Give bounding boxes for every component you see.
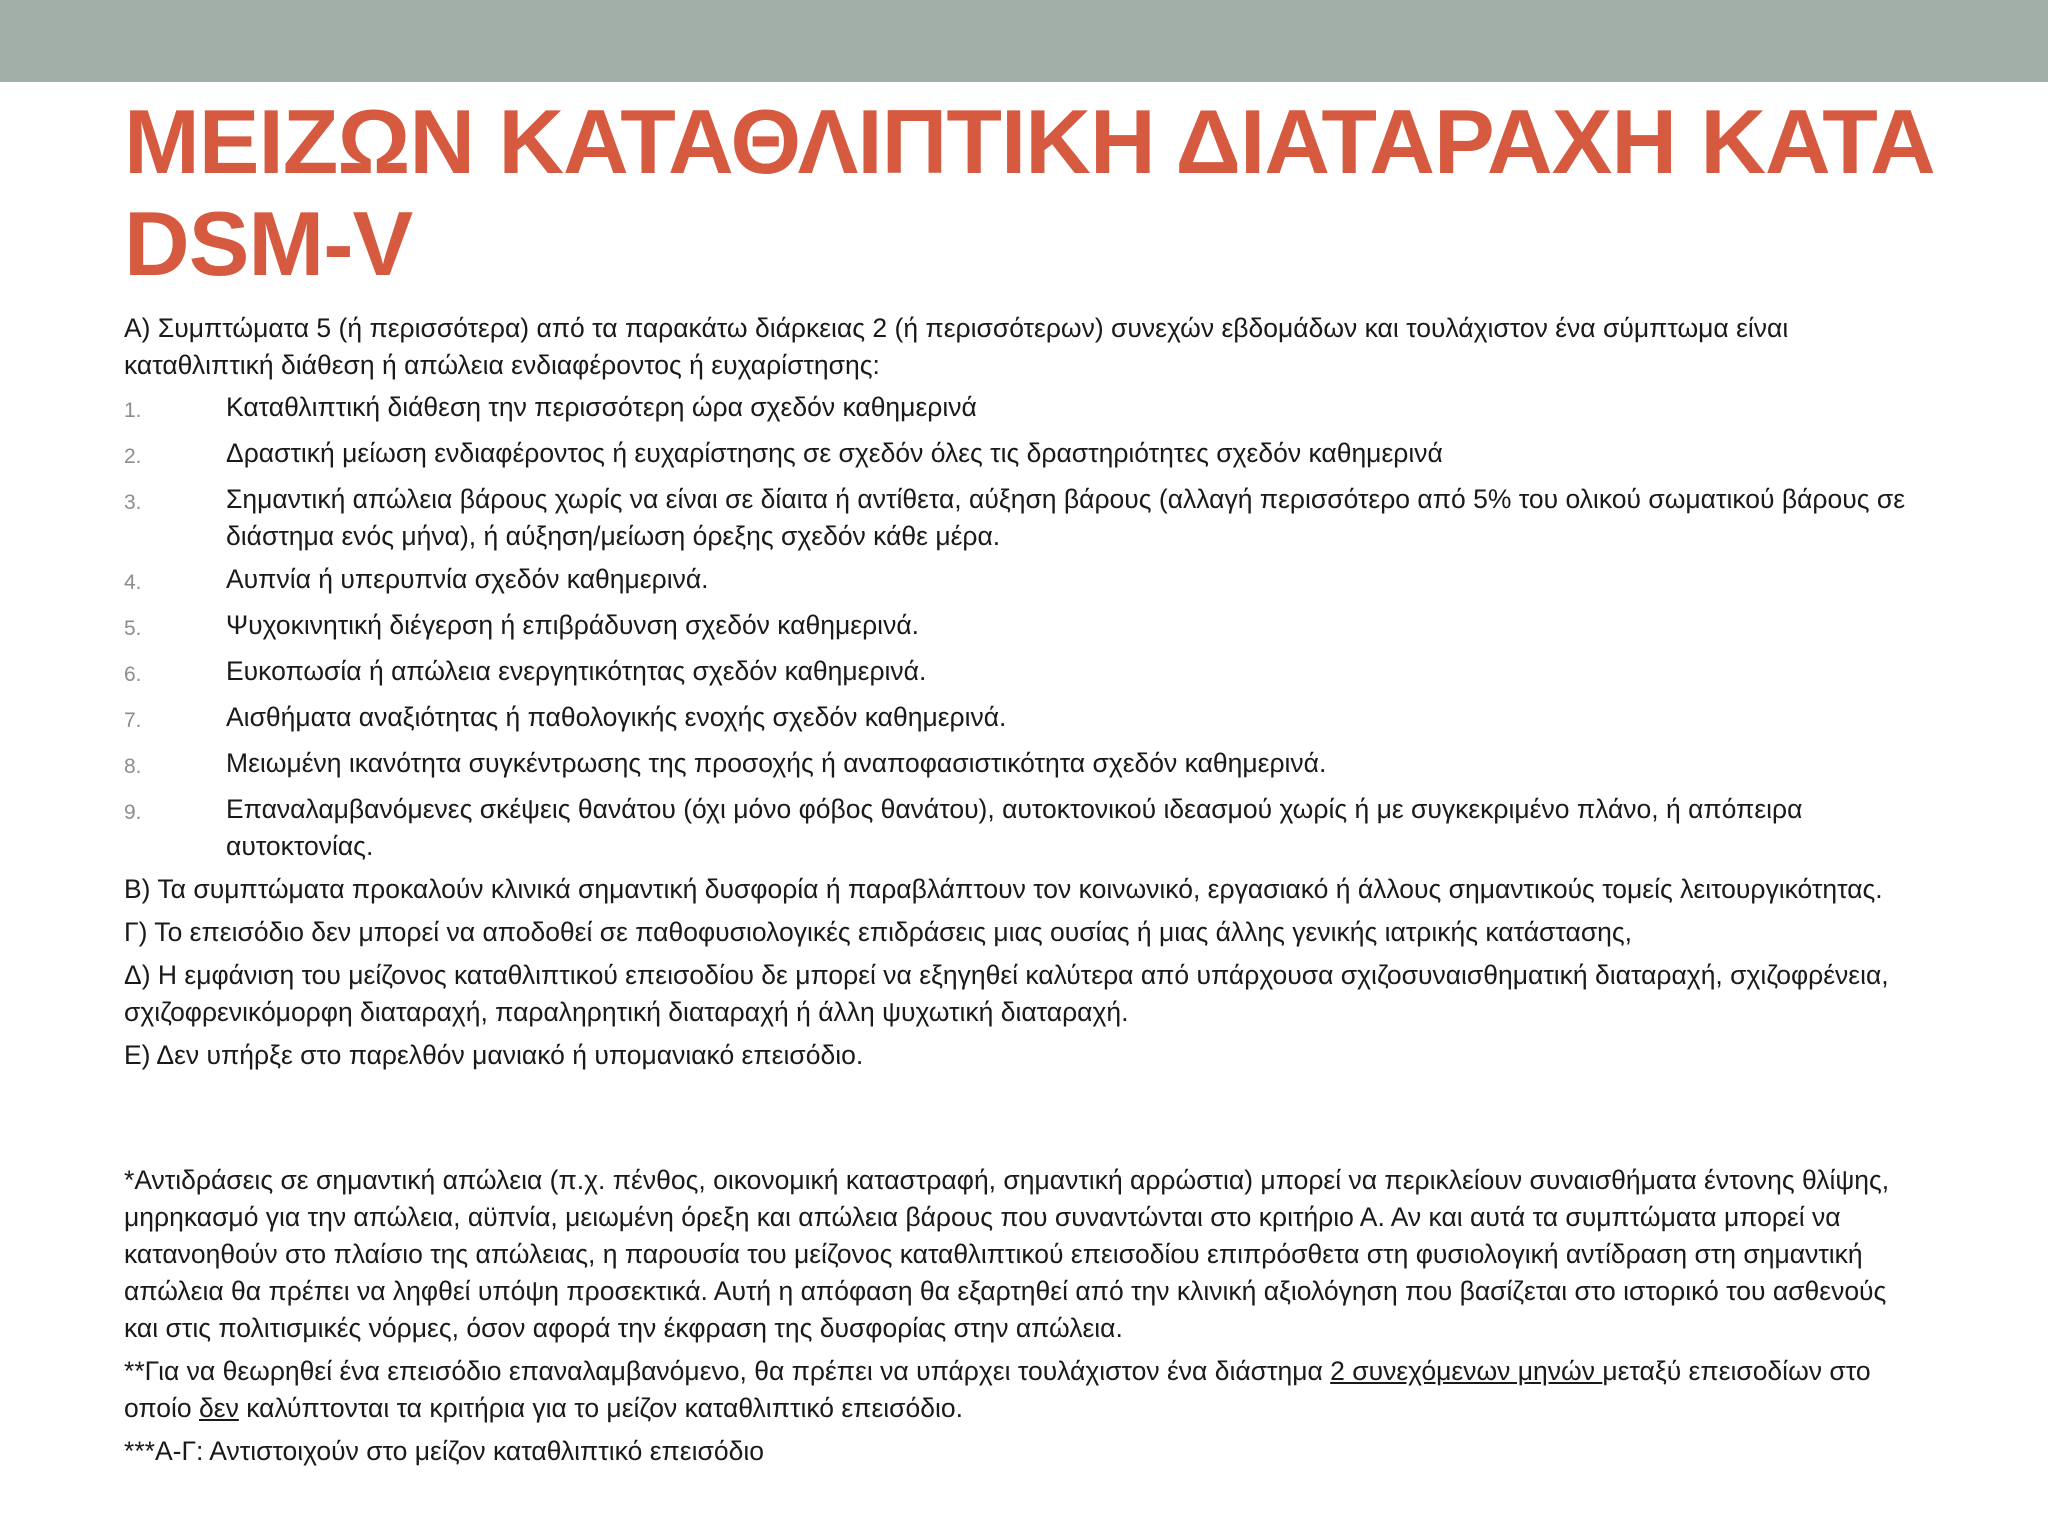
list-item bbox=[124, 389, 1924, 429]
list-item bbox=[124, 653, 1924, 693]
criteria-content bbox=[124, 310, 1924, 1074]
list-item-number: 8. bbox=[124, 755, 142, 778]
list-item bbox=[124, 481, 1924, 555]
note-recurrent-underlined: δεν bbox=[199, 1393, 239, 1423]
slide-title: ΜΕΙΖΩΝ ΚΑΤΑΘΛΙΠΤΙΚΗ ΔΙΑΤΑΡΑΧΗ ΚΑΤΑ DSM-V bbox=[124, 92, 1935, 295]
header-band bbox=[0, 0, 2048, 82]
list-item-number: 4. bbox=[124, 571, 142, 594]
criterion-e: Ε) Δεν υπήρξε στο παρελθόν μανιακό ή υπομανιακό επεισόδιο. bbox=[124, 1040, 864, 1070]
list-item-number: 9. bbox=[124, 801, 142, 824]
list-item bbox=[124, 699, 1924, 739]
criterion-c: Γ) Το επεισόδιο δεν μπορεί να αποδοθεί σε παθοφυσιολογικές επιδράσεις μιας ουσίας ή μιας άλλης γενικής ιατρικής κατάστασης, bbox=[124, 917, 1633, 947]
note-recurrent-text: μεταξύ επεισοδίων στο οποίο bbox=[124, 1356, 1871, 1423]
note-recurrent-text: **Για να θεωρηθεί ένα επεισόδιο επαναλαμβανόμενο, θα πρέπει να υπάρχει τουλάχιστον ένα διάστημα bbox=[124, 1356, 1331, 1386]
criterion-a: Α) Συμπτώματα 5 (ή περισσότερα) από τα παρακάτω διάρκειας 2 (ή περισσότερων) συνεχών εβδομάδων και τουλάχιστον ένα σύμπτωμα είναι καταθλιπτική διάθεση ή απώλεια ενδιαφέροντος ή ευχαρίστησης: bbox=[124, 313, 1789, 380]
list-item-text: Σημαντική απώλεια βάρους χωρίς να είναι σε δίαιτα ή αντίθετα, αύξηση βάρους (αλλαγή περισσότερο από 5% του ολικού σωματικού βάρους σε διάστημα ενός μήνα), ή αύξηση/μείωση όρεξης σχεδόν κάθε μέρα. bbox=[226, 484, 1906, 551]
list-item bbox=[124, 745, 1924, 785]
list-item bbox=[124, 435, 1924, 475]
list-item-number: 3. bbox=[124, 491, 142, 514]
footnotes bbox=[124, 1162, 1924, 1476]
list-item-number: 5. bbox=[124, 617, 142, 640]
note-recurrent-underlined: 2 συνεχόμενων μηνών bbox=[1330, 1356, 1603, 1386]
note-recurrent-text: καλύπτονται τα κριτήρια για το μείζον καταθλιπτικό επεισόδιο. bbox=[238, 1393, 963, 1423]
symptom-list bbox=[124, 389, 1924, 865]
list-item-number: 6. bbox=[124, 663, 142, 686]
criterion-d: Δ) Η εμφάνιση του μείζονος καταθλιπτικού επεισοδίου δε μπορεί να εξηγηθεί καλύτερα από υπάρχουσα σχιζοσυναισθηματική διαταραχή, σχιζοφρένεια, σχιζοφρενικόμορφη διαταραχή, παραληρητική διαταραχή ή άλλη ψυχωτική διαταραχή. bbox=[124, 960, 1889, 1027]
list-item-text: Καταθλιπτική διάθεση την περισσότερη ώρα σχεδόν καθημερινά bbox=[226, 392, 977, 422]
list-item-text: Ψυχοκινητική διέγερση ή επιβράδυνση σχεδόν καθημερινά. bbox=[226, 610, 919, 640]
note-bereavement: *Αντιδράσεις σε σημαντική απώλεια (π.χ. πένθος, οικονομική καταστραφή, σημαντική αρρώστια) μπορεί να περικλείουν συναισθήματα έντονης θλίψης, μηρηκασμό για την απώλεια, αϋπνία, μειωμένη όρεξη και απώλεια βάρους που συναντώνται στο κριτήριο Α. Αν και αυτά τα συμπτώματα μπορεί να κατανοηθούν στο πλαίσιο της απώλειας, η παρουσία του μείζονος καταθλιπτικού επεισοδίου επιπρόσθετα στη φυσιολογική αντίδραση στη σημαντική απώλεια θα πρέπει να ληφθεί υπόψη προσεκτικά. Αυτή η απόφαση θα εξαρτηθεί από την κλινική αξιολόγηση που βασίζεται στο ιστορικό του ασθενούς και στις πολιτισμικές νόρμες, όσον αφορά την έκφραση της δυσφορίας στην απώλεια. bbox=[124, 1165, 1890, 1343]
list-item-number: 2. bbox=[124, 445, 142, 468]
list-item bbox=[124, 607, 1924, 647]
list-item bbox=[124, 561, 1924, 601]
list-item bbox=[124, 791, 1924, 865]
list-item-text: Μειωμένη ικανότητα συγκέντρωσης της προσοχής ή αναποφασιστικότητα σχεδόν καθημερινά. bbox=[226, 748, 1327, 778]
note-criteria-ac: ***Α-Γ: Αντιστοιχούν στο μείζον καταθλιπτικό επεισόδιο bbox=[124, 1436, 764, 1466]
list-item-number: 7. bbox=[124, 709, 142, 732]
criterion-b: Β) Τα συμπτώματα προκαλούν κλινικά σημαντική δυσφορία ή παραβλάπτουν τον κοινωνικό, εργασιακό ή άλλους σημαντικούς τομείς λειτουργικότητας. bbox=[124, 874, 1883, 904]
list-item-text: Επαναλαμβανόμενες σκέψεις θανάτου (όχι μόνο φόβος θανάτου), αυτοκτονικού ιδεασμού χωρίς ή με συγκεκριμένο πλάνο, ή απόπειρα αυτοκτονίας. bbox=[226, 794, 1803, 861]
list-item-text: Αυπνία ή υπερυπνία σχεδόν καθημερινά. bbox=[226, 564, 709, 594]
note-recurrent bbox=[124, 1353, 1924, 1427]
list-item-text: Αισθήματα αναξιότητας ή παθολογικής ενοχής σχεδόν καθημερινά. bbox=[226, 702, 1007, 732]
list-item-number: 1. bbox=[124, 399, 142, 422]
list-item-text: Δραστική μείωση ενδιαφέροντος ή ευχαρίστησης σε σχεδόν όλες τις δραστηριότητες σχεδόν καθημερινά bbox=[226, 438, 1443, 468]
list-item-text: Ευκοπωσία ή απώλεια ενεργητικότητας σχεδόν καθημερινά. bbox=[226, 656, 927, 686]
